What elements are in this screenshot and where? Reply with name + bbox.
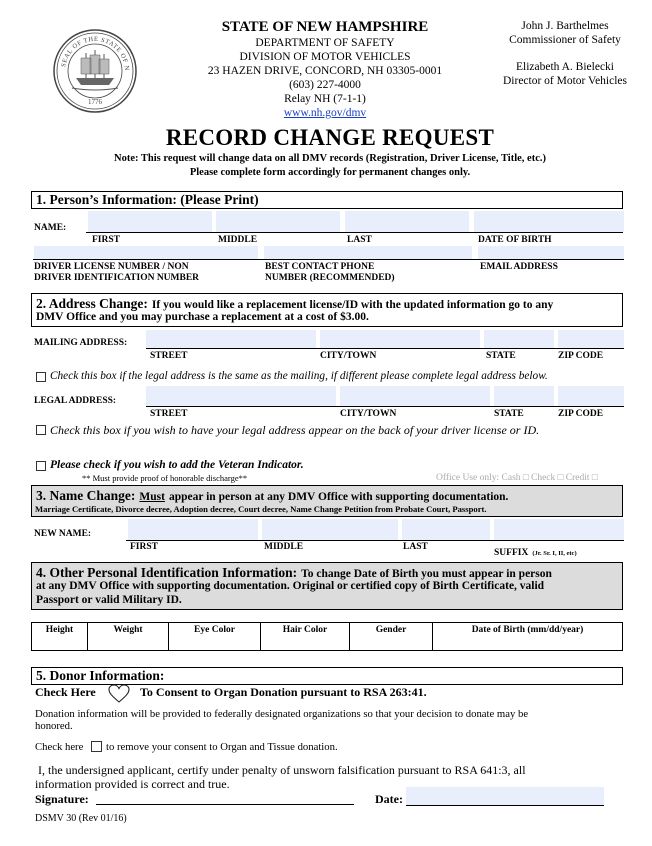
donor-info-text: Donation information will be provided to federally designated organizations so that your decision to donate may be (35, 708, 529, 720)
office-use-only: Office Use only: Cash □ Check □ Credit □ (436, 473, 598, 483)
commissioner-name: John J. Barthelmes (521, 20, 609, 32)
section-5-header (31, 667, 623, 685)
mailing-city-input[interactable] (320, 330, 480, 348)
suffix-input[interactable] (494, 519, 624, 540)
hair-color-cell[interactable] (261, 623, 350, 650)
hair-color-header: Hair Color (282, 625, 328, 635)
email-input[interactable] (478, 246, 624, 259)
donor-info-text-2: honored. (35, 720, 73, 732)
section-4-heading: 4. Other Personal Identification Information: (36, 565, 298, 580)
new-first-label: FIRST (130, 542, 158, 552)
legal-same-text: Check this box if the legal address is the same as the mailing, if different please complete legal address below. (50, 370, 548, 382)
section-2-header (31, 293, 623, 327)
remove-consent-pre: Check here (35, 741, 84, 753)
remove-consent-post: to remove your consent to Organ and Tissue donation. (106, 741, 338, 753)
svg-text:1776: 1776 (88, 98, 102, 106)
legal-same-checkbox[interactable] (36, 372, 46, 382)
email-label: EMAIL ADDRESS (480, 262, 558, 272)
first-name-input[interactable] (88, 211, 212, 232)
certification-text: I, the undersigned applicant, certify under penalty of unsworn falsification pursuant to RSA 641:3, all (38, 763, 526, 777)
middle-label: MIDDLE (218, 235, 258, 245)
dl-label: DRIVER LICENSE NUMBER / NON (34, 262, 189, 272)
donor-consent-text: To Consent to Organ Donation pursuant to RSA 263:41. (140, 685, 427, 699)
section-1-header (31, 191, 623, 209)
section-3-heading-rest: appear in person at any DMV Office with supporting documentation. (168, 491, 509, 503)
date-of-birth-input[interactable] (474, 211, 624, 232)
new-name-underline (126, 540, 624, 541)
mailing-city-label: CITY/TOWN (320, 351, 377, 361)
mailing-state-input[interactable] (484, 330, 554, 348)
section-2-heading-line2: DMV Office and you may purchase a replacement at a cost of $3.00. (36, 311, 369, 323)
section-3-docs: Marriage Certificate, Divorce decree, Adoption decree, Court decree, Name Change Petition from Probate Court, Passport. (35, 504, 487, 514)
mailing-street-input[interactable] (146, 330, 316, 348)
suffix-label: SUFFIX (494, 548, 529, 558)
mailing-underline (146, 348, 624, 349)
dob-label: DATE OF BIRTH (478, 235, 552, 245)
new-first-name-input[interactable] (128, 519, 258, 540)
legal-on-back-text: Check this box if you wish to have your legal address appear on the back of your driver license or ID. (50, 423, 540, 437)
signature-line[interactable] (96, 804, 354, 805)
mailing-street-label: STREET (150, 351, 188, 361)
form-id: DSMV 30 (Rev 01/16) (35, 813, 127, 824)
remove-consent-checkbox[interactable] (91, 741, 102, 752)
legal-on-back-checkbox[interactable] (36, 425, 46, 435)
physical-info-table (31, 622, 623, 651)
section-3-header (31, 485, 623, 517)
phone-label: BEST CONTACT PHONE (265, 262, 375, 272)
veteran-text: Please check if you wish to add the Veteran Indicator. (50, 459, 304, 471)
section-5-heading: 5. Donor Information: (36, 668, 165, 683)
section-2-heading: 2. Address Change: (36, 296, 148, 311)
section-2-heading-rest: If you would like a replacement license/ID with the updated information go to any (151, 299, 554, 311)
new-last-name-input[interactable] (402, 519, 490, 540)
dob-header: Date of Birth (mm/dd/year) (471, 625, 584, 635)
mailing-address-label: MAILING ADDRESS: (34, 338, 128, 348)
signature-label: Signature: (35, 792, 89, 806)
name-underline (86, 232, 623, 233)
legal-state-input[interactable] (494, 386, 554, 406)
legal-address-label: LEGAL ADDRESS: (34, 396, 117, 406)
weight-header: Weight (113, 625, 143, 635)
name-label: NAME: (34, 223, 67, 233)
middle-name-input[interactable] (216, 211, 340, 232)
director-name: Elizabeth A. Bielecki (515, 61, 615, 73)
state-name: STATE OF NEW HAMPSHIRE (221, 19, 429, 35)
director-title: Director of Motor Vehicles (502, 75, 628, 87)
agency-phone: (603) 227-4000 (289, 79, 361, 91)
state-seal (52, 28, 138, 114)
svg-text:SEAL OF THE STATE OF NEW HAMPS: SEAL OF THE STATE OF N (60, 35, 131, 72)
veteran-note: ** Must provide proof of honorable discharge** (82, 473, 248, 483)
date-underline (406, 805, 604, 806)
section-4-header (31, 562, 623, 610)
website-link[interactable]: www.nh.gov/dmv (283, 107, 367, 119)
mailing-zip-input[interactable] (558, 330, 624, 348)
eye-color-header: Eye Color (194, 625, 235, 635)
contact-underline (33, 259, 624, 260)
new-middle-name-input[interactable] (262, 519, 398, 540)
height-header: Height (45, 625, 74, 635)
legal-city-label: CITY/TOWN (340, 409, 397, 419)
section-3-must: Must (139, 491, 165, 503)
section-4-line2: at any DMV Office with supporting documentation. Original or certified copy of Birth Certificate, valid (36, 580, 545, 592)
new-last-label: LAST (403, 542, 428, 552)
form-note: Note: This request will change data on all DMV records (Registration, Driver License, Title, etc.) (113, 153, 546, 164)
height-cell[interactable] (32, 623, 88, 650)
veteran-checkbox[interactable] (36, 461, 46, 471)
mailing-state-label: STATE (486, 351, 516, 361)
date-label: Date: (375, 792, 403, 806)
eye-color-cell[interactable] (169, 623, 261, 650)
heart-checkbox-icon[interactable] (108, 684, 130, 704)
legal-street-label: STREET (150, 409, 188, 419)
section-4-line3: Passport or valid Military ID. (36, 594, 182, 606)
division: DIVISION OF MOTOR VEHICLES (239, 51, 411, 63)
first-label: FIRST (92, 235, 120, 245)
commissioner-title: Commissioner of Safety (509, 34, 621, 46)
new-name-label: NEW NAME: (34, 529, 92, 539)
department: DEPARTMENT OF SAFETY (255, 37, 395, 49)
donor-check-here: Check Here (35, 685, 96, 699)
mailing-zip-label: ZIP CODE (558, 351, 604, 361)
section-3-heading: 3. Name Change: (36, 488, 136, 503)
phone-label-2: NUMBER (RECOMMENDED) (265, 273, 395, 283)
dl-label-2: DRIVER IDENTIFICATION NUMBER (34, 273, 200, 283)
section-4-heading-rest: To change Date of Birth you must appear in person (301, 568, 552, 580)
legal-city-input[interactable] (340, 386, 490, 406)
legal-state-label: STATE (494, 409, 524, 419)
agency-address: 23 HAZEN DRIVE, CONCORD, NH 03305-0001 (207, 65, 443, 77)
weight-cell[interactable] (88, 623, 169, 650)
dob-cell[interactable] (433, 623, 622, 650)
date-input[interactable] (406, 787, 604, 805)
last-name-input[interactable] (345, 211, 469, 232)
last-label: LAST (347, 235, 372, 245)
gender-header: Gender (375, 625, 407, 635)
section-3-heading-row (36, 487, 508, 505)
legal-zip-input[interactable] (558, 386, 624, 406)
certification-text-2: information provided is correct and true. (35, 777, 230, 791)
form-title: RECORD CHANGE REQUEST (165, 125, 495, 150)
driver-license-input[interactable] (34, 246, 258, 259)
relay-number: Relay NH (7-1-1) (284, 93, 366, 105)
form-note-2: Please complete form accordingly for permanent changes only. (189, 167, 471, 178)
legal-zip-label: ZIP CODE (558, 409, 604, 419)
new-middle-label: MIDDLE (264, 542, 304, 552)
legal-underline (146, 406, 624, 407)
contact-phone-input[interactable] (264, 246, 472, 259)
gender-cell[interactable] (350, 623, 433, 650)
legal-street-input[interactable] (146, 386, 336, 406)
suffix-note: (Jr. Sr. I, II, etc) (532, 550, 577, 557)
section-1-heading: 1. Person’s Information: (Please Print) (36, 192, 259, 207)
suffix-label-row (494, 542, 577, 560)
